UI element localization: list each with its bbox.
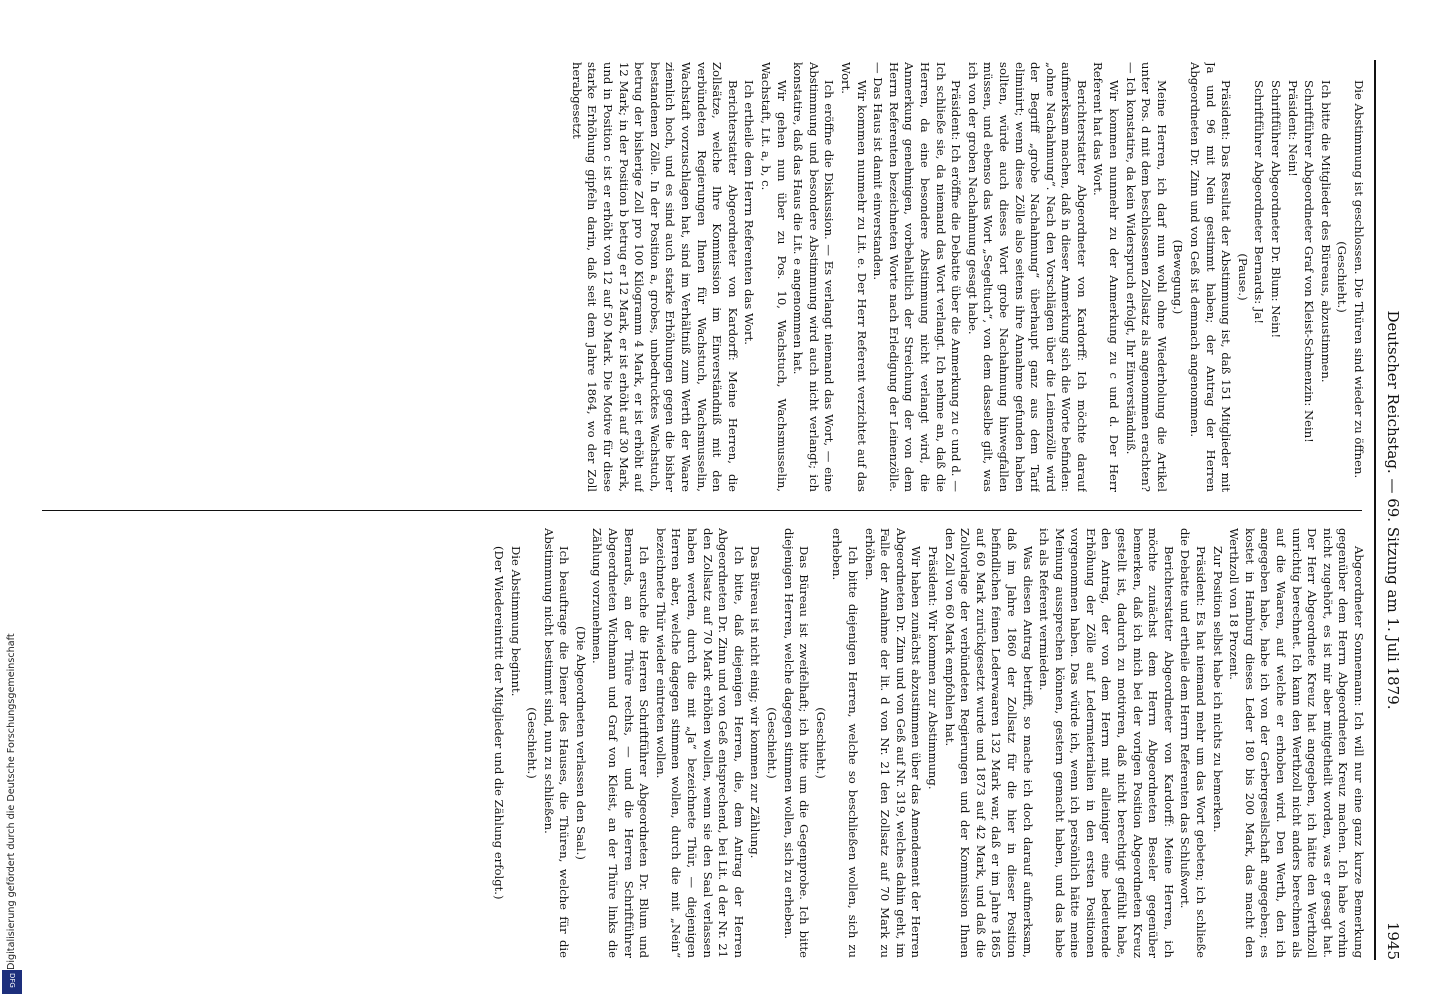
paragraph: Schriftführer Abgeordneter Graf von Kleist-Schmenzin: Nein! xyxy=(1302,80,1317,443)
paragraph: Die Abstimmung beginnt. xyxy=(508,546,523,697)
stage-direction: (Pause.) xyxy=(1235,253,1250,301)
left-column xyxy=(26,62,1366,492)
paragraph: Wir gehen nun über zu Pos. 10, Wachstuch, Wachsmusselin, Wachstaft, Lit. a, b, c. xyxy=(759,62,789,492)
stage-direction: (Bewegung.) xyxy=(1171,239,1186,315)
paragraph: Präsident: Nein! xyxy=(1285,80,1300,177)
paragraph: Berichterstatter Abgeordneter von Kardorff: Meine Herren, ich möchte zunächst dem Herrn Abgeordneten Beseler gegenüber bemerken, daß ich mich bei der vorigen Position Abgeordneten Kreuz gestellt ist, dadurch zu motiviren, daß nicht berechtigt gefühlt habe, den Antrag, der von dem Herrn mit alleiniger eine bedeutende Erhöhung der Zölle auf Ledermaterialien in den ersten Positionen vorgenommen haben. Das würde ich, wenn ich persönlich hätte meine Meinung aussprechen können, gestern gemacht haben, und das habe ich als Referent vermieden. xyxy=(1037,528,1176,958)
paragraph: Ich ersuche die Herren Schriftführer Abgeordneten Dr. Blum und Bernards, an der Thüre rechts, — und die Herren Schriftführer Abgeordneten Wichmann und Graf von Kleist, an der Thüre links die Zählung vorzunehmen. xyxy=(590,528,652,958)
paragraph: Ich bitte die Mitglieder des Büreaus, abzustimmen. xyxy=(1318,80,1333,383)
digitization-note xyxy=(4,110,20,970)
paragraph: Ich bitte, daß diejenigen Herren, die, dem Antrag der Herren Abgeordneten Dr. Zinn und von Geß entsprechend, bei Lit. d der Nr. 21 den Zollsatz auf 70 Mark erhöhen wollen, wenn sie den Saal verlassen haben werden, durch die mit „Ja“ bezeichnete Thür, — diejenigen Herren aber, welche dagegen stimmen wollen, durch die mit „Nein“ bezeichnete Thür wieder eintreten wollen. xyxy=(653,528,746,958)
paragraph: Schriftführer Abgeordneter Bernards: Ja! xyxy=(1252,80,1267,325)
stage-direction: (Die Abgeordneten verlassen den Saal.) xyxy=(573,626,588,860)
paragraph: Ich beauftrage die Diener des Hauses, die Thüren, welche für die Abstimmung nicht bestimmt sind, nun zu schließen. xyxy=(541,528,572,958)
paragraph: Meine Herren, ich darf nun wohl ohne Wiederholung die Artikel unter Pos. d mit dem beschlossenen Zollsatz als angenommen erachten? — Ich konstatire, da kein Widerspruch erfolgt, Ihr Einverständniß. xyxy=(1123,62,1169,492)
stage-direction: (Geschieht.) xyxy=(765,707,780,779)
column-divider xyxy=(42,510,1362,511)
paragraph: Präsident: Ich eröffne die Debatte über die Anmerkung zu c und d. — Ich schließe sie, da niemand das Wort verlangt. Ich nehme an, daß die Herren, da eine besondere Abstimmung nicht verlangt wird, die Anmerkung genehmigen, vorbehaltlich der Streichung der von dem Herrn Referenten bezeichneten Worte nach Erledigung der Leinenzölle. — Das Haus ist damit einverstanden. xyxy=(871,62,964,492)
stage-direction: (Geschieht.) xyxy=(1335,241,1350,313)
page-number: 1945 xyxy=(1384,921,1402,960)
paragraph: Präsident: Das Resultat der Abstimmung ist, daß 151 Mitglieder mit Ja und 96 mit Nein gestimmt haben; der Antrag der Herren Abgeordneten Dr. Zinn und von Geß ist demnach angenommen. xyxy=(1188,62,1234,492)
paragraph: Ich ertheile dem Herrn Referenten das Wort. xyxy=(742,80,757,345)
paragraph: Wir kommen nunmehr zu Lit. e. Der Herr Referent verzichtet auf das Wort. xyxy=(839,62,869,492)
paragraph: Das Büreau ist nicht einig; wir kommen zur Zählung. xyxy=(748,546,763,859)
paragraph: Berichterstatter Abgeordneter von Kardorff: Ich möchte darauf aufmerksam machen, daß in dieser Anmerkung sich die Worte befinden: „ohne Nachahmung“. Nach den Vorschlägen über die Leinenzölle wird der Begriff „grobe Nachahmung“ überhaupt ganz aus dem Tarif eliminirt; wenn diese Zölle also seitens ihre Annahme gefunden haben sollten, würde auch dieses Wort grobe Nachahmung hinwegfallen müssen, und ebenso das Wort „Segeltuch“, von dem dasselbe gilt, was ich von der groben Nachahmung gesagt habe. xyxy=(965,62,1089,492)
paragraph: Berichterstatter Abgeordneter von Kardorff: Meine Herren, die Zollsätze, welche Ihre Kommission im Einverständniß mit den verbündeten Regierungen Ihnen für Wachstuch, Wachsmusselin, Wachstaft vorzuschlagen hat, sind im Verhältniß zum Werth der Waare ziemlich hoch, und es sind auch starke Erhöhungen gegen die bisher bestandenen Zölle. In der Position a, grobes, unbedrucktes Wachstuch, betrug der bisherige Zoll pro 100 Kilogramm 4 Mark, er ist erhöht auf 12 Mark; in der Position b betrug er 12 Mark, er ist erhöht auf 30 Mark, und in Position c ist er erhöht von 12 auf 50 Mark. Die Motive für diese starke Erhöhung gipfeln darin, daß seit dem Jahre 1864, wo der Zoll herabgesetzt xyxy=(569,62,740,492)
header-rule xyxy=(1374,60,1376,960)
paragraph: Wir kommen nunmehr zu der Anmerkung zu c und d. Der Herr Referent hat das Wort. xyxy=(1091,62,1122,492)
paragraph: Das Büreau ist zweifelhaft; ich bitte um die Gegenprobe. Ich bitte diejenigen Herren, welche dagegen stimmen wollen, sich zu erheben. xyxy=(781,528,812,958)
paragraph: Zur Position selbst habe ich nichts zu bemerken. xyxy=(1210,546,1225,833)
paragraph: Ich eröffne die Diskussion. — Es verlangt niemand das Wort, — eine Abstimmung und besondere Abstimmung wird auch nicht verlangt; ich konstatire, daß das Haus die Lit. e angenommen hat. xyxy=(791,62,837,492)
stage-direction: (Geschieht.) xyxy=(525,707,540,779)
paragraph: Die Abstimmung ist geschlossen. Die Thüren sind wieder zu öffnen. xyxy=(1352,80,1366,479)
paragraph: Präsident: Es hat niemand mehr um das Wort gebeten; ich schließe die Debatte und ertheile dem Herrn Referenten das Schlußwort. xyxy=(1178,528,1209,958)
digitization-note-text: Digitalisierung gefördert durch die Deutsche Forschungsgemeinschaft xyxy=(6,633,17,970)
paragraph: Präsident: Wir kommen zur Abstimmung. xyxy=(925,546,940,790)
dfg-logo-text: DFG xyxy=(8,973,16,988)
stage-direction: (Geschieht.) xyxy=(813,707,828,779)
page-header-title: Deutscher Reichstag. — 69. Sitzung am 1. Juli 1879. xyxy=(1384,310,1402,710)
paragraph: Abgeordneter Sonnemann: Ich will nur eine ganz kurze Bemerkung gegenüber dem Herrn Abgeordneten Kreuz machen. Ich habe vorhin nicht zugehört, es ist mir aber mitgetheilt worden, was er gesagt hat. Der Herr Abgeordnete Kreuz hat angegeben, ich hätte den Werthzoll unrichtig berechnet. Ich kann den Werthzoll nicht anders berechnen als auf die Waaren, auf welche er erhoben wird. Den Werth, den ich angegeben habe, habe ich von der Gerbergesellschaft angegeben; es kostet in Hamburg dieses Leder 180 bis 200 Mark, das macht den Werthzoll von 18 Prozent. xyxy=(1227,528,1366,958)
paragraph: Schriftführer Abgeordneter Dr. Blum: Nein! xyxy=(1269,80,1284,339)
dfg-logo xyxy=(2,970,22,994)
paragraph: Wir haben zunächst abzustimmen über das Amendement der Herren Abgeordneten Dr. Zinn und von Geß auf Nr. 319, welches dahin geht, im Falle der Annahme der lit. d von Nr. 21 den Zollsatz auf 70 Mark zu erhöhen. xyxy=(862,528,924,958)
page-header xyxy=(1378,60,1404,960)
paragraph: (Der Wiedereintritt der Mitglieder und die Zählung erfolgt.) xyxy=(491,546,506,900)
paragraph: Ich bitte diejenigen Herren, welche so beschließen wollen, sich zu erheben. xyxy=(830,528,860,958)
right-column xyxy=(26,528,1366,958)
paragraph: Was diesen Antrag betrifft, so mache ich doch darauf aufmerksam, daß im Jahre 1860 der Zollsatz für die hier in dieser Position befindlichen feinen Lederwaaren 132 Mark war, daß er im Jahre 1865 auf 60 Mark zurückgesetzt wurde und 1873 auf 42 Mark, und daß die Zollvorlage der verbündeten Regierungen und der Kommission Ihnen den Zoll von 60 Mark empfohlen hat. xyxy=(942,528,1035,958)
